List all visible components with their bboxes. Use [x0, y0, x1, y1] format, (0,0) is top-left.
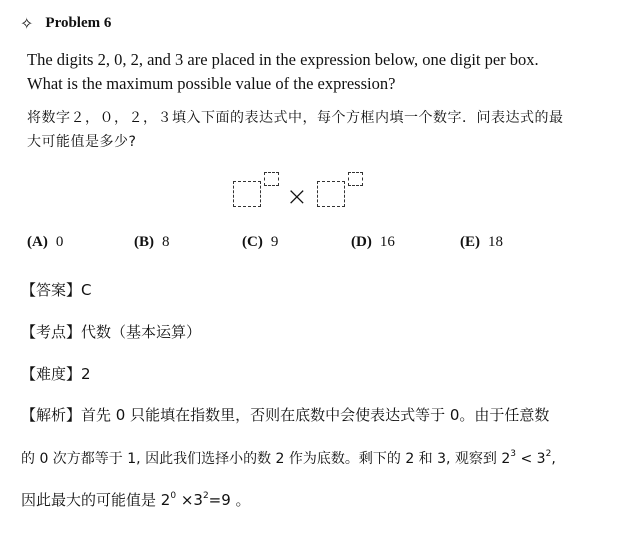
analysis-text-1: 首先 0 只能填在指数里，否则在底数中会使表达式等于 0。由于任意数: [81, 406, 550, 424]
answer-row: [21, 279, 92, 300]
choice-letter: (D): [351, 234, 372, 250]
base-box-right: [317, 181, 345, 207]
analysis-text-3a: 因此最大的可能值是 2: [21, 491, 171, 509]
topic-value: 代数（基本运算）: [81, 323, 202, 341]
exponent-box-right: [348, 172, 363, 186]
choice-value: 16: [379, 234, 395, 250]
analysis-text-2b: < 3: [516, 451, 546, 467]
choice-b: [134, 234, 170, 251]
choice-letter: (C): [242, 234, 263, 250]
choice-value: 0: [55, 234, 64, 250]
choice-c: [242, 234, 278, 251]
choice-value: 18: [488, 234, 503, 250]
choice-letter: (B): [134, 234, 154, 250]
analysis-text-2c: ,: [551, 451, 556, 467]
analysis-exponent-2: 2: [545, 449, 552, 459]
difficulty-label: 【难度】: [21, 365, 82, 383]
analysis-line-3: [21, 489, 251, 510]
choice-value: 9: [270, 234, 279, 250]
chinese-line-2: 大可能值是多少?: [27, 134, 137, 150]
problem-statement-english: [27, 48, 607, 96]
english-line-2: What is the maximum possible value of the expression?: [27, 74, 396, 93]
problem-statement-chinese: [27, 106, 607, 154]
analysis-exponent-1: 3: [510, 449, 517, 459]
analysis-text-3b: ×3: [176, 491, 203, 509]
analysis-exponent-3: 0: [170, 491, 177, 501]
expression-diagram: [233, 172, 373, 212]
answer-value: C: [81, 281, 92, 299]
difficulty-row: [21, 363, 91, 384]
problem-header: [20, 14, 111, 33]
base-box-left: [233, 181, 261, 207]
topic-row: [21, 321, 201, 342]
analysis-exponent-4: 2: [202, 491, 209, 501]
analysis-text-3c: =9 。: [208, 491, 251, 509]
choice-a: [27, 234, 63, 251]
choice-d: [351, 234, 395, 251]
english-line-1: The digits 2, 0, 2, and 3 are placed in the expression below, one digit per box.: [27, 50, 539, 69]
choice-value: 8: [162, 234, 170, 250]
analysis-text-2a: 的 0 次方都等于 1, 因此我们选择小的数 2 作为底数。剩下的 2 和 3, 观察到 2: [21, 451, 511, 467]
answer-label: 【答案】: [21, 281, 82, 299]
analysis-label: 【解析】: [21, 406, 82, 424]
topic-label: 【考点】: [21, 323, 82, 341]
choice-letter: (E): [460, 234, 480, 250]
analysis-line-1: [21, 404, 549, 425]
four-point-star-icon: ✧: [20, 14, 34, 33]
difficulty-value: 2: [81, 365, 91, 383]
multiply-operator: ×: [286, 182, 308, 212]
exponent-box-left: [264, 172, 279, 186]
choice-e: [460, 234, 503, 251]
chinese-line-1: 将数字２，０，２，３填入下面的表达式中，每个方框内填一个数字．问表达式的最: [27, 110, 564, 126]
choice-letter: (A): [27, 234, 48, 250]
analysis-line-2: [21, 448, 556, 468]
problem-title: Problem 6: [45, 15, 112, 31]
